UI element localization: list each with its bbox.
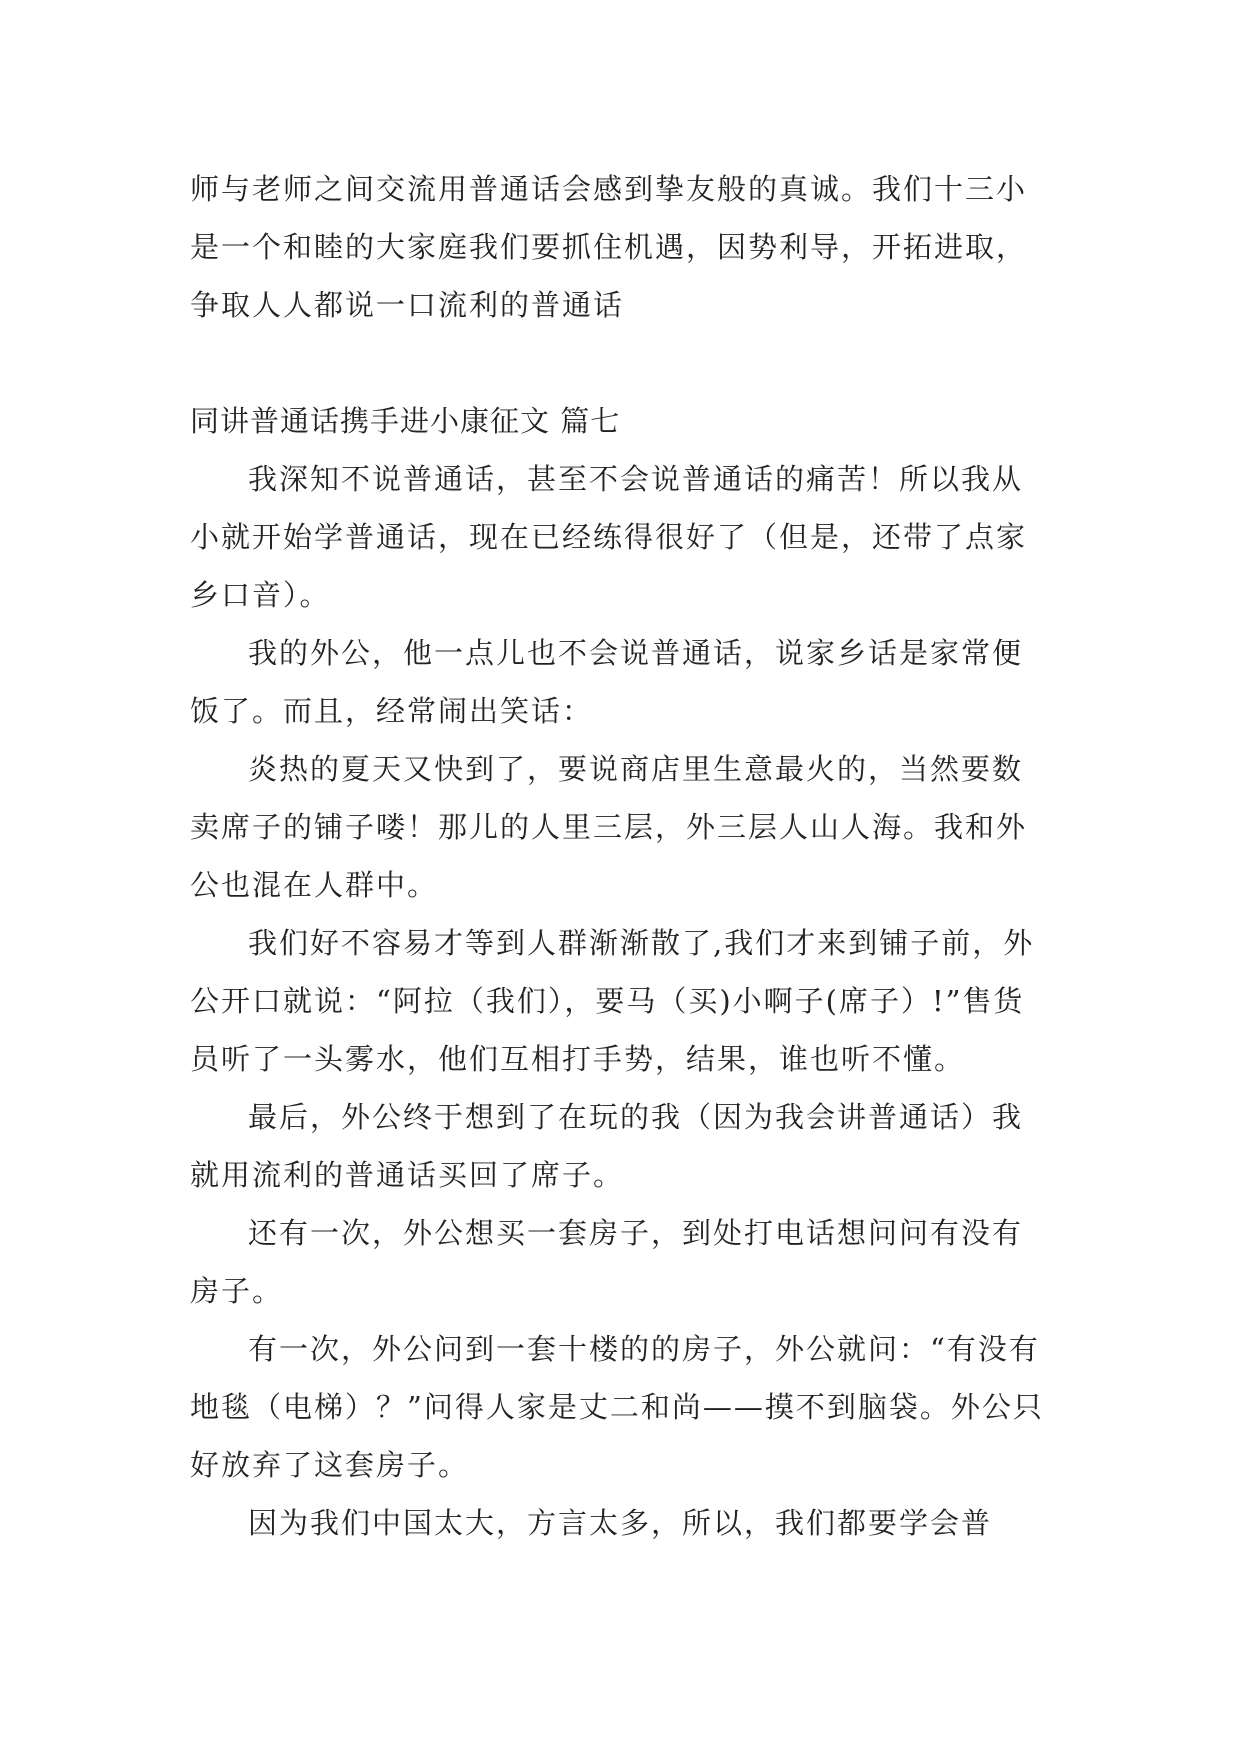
paragraph: 最后，外公终于想到了在玩的我（因为我会讲普通话）我就用流利的普通话买回了席子。	[190, 1100, 1024, 1192]
section-gap	[190, 334, 1048, 392]
paragraph: 有一次，外公问到一套十楼的的房子，外公就问：“有没有地毯（电梯）？”问得人家是丈二和尚——摸不到脑袋。外公只好放弃了这套房子。	[190, 1332, 1044, 1482]
paragraph: 我深知不说普通话，甚至不会说普通话的痛苦！所以我从小就开始学普通话，现在已经练得很好了（但是，还带了点家乡口音）。	[190, 462, 1028, 612]
paragraph: 因为我们中国太大，方言太多，所以，我们都要学会普	[248, 1506, 993, 1540]
section-title: 同讲普通话携手进小康征文 篇七	[190, 404, 621, 438]
paragraph: 炎热的夏天又快到了，要说商店里生意最火的，当然要数卖席子的铺子喽！那儿的人里三层，外三层人山人海。我和外公也混在人群中。	[190, 752, 1028, 902]
document-page	[190, 160, 1048, 1552]
paragraph: 还有一次，外公想买一套房子，到处打电话想问问有没有房子。	[190, 1216, 1024, 1308]
paragraph: 我们好不容易才等到人群渐渐散了,我们才来到铺子前，外公开口就说：“阿拉（我们），要马（买)小啊子(席子）!”售货员听了一头雾水，他们互相打手势，结果，谁也听不懂。	[190, 926, 1035, 1076]
opening-paragraph: 师与老师之间交流用普通话会感到挚友般的真诚。我们十三小是一个和睦的大家庭我们要抓住机遇，因势利导，开拓进取，争取人人都说一口流利的普通话	[190, 172, 1028, 322]
paragraph: 我的外公，他一点儿也不会说普通话，说家乡话是家常便饭了。而且，经常闹出笑话：	[190, 636, 1024, 728]
